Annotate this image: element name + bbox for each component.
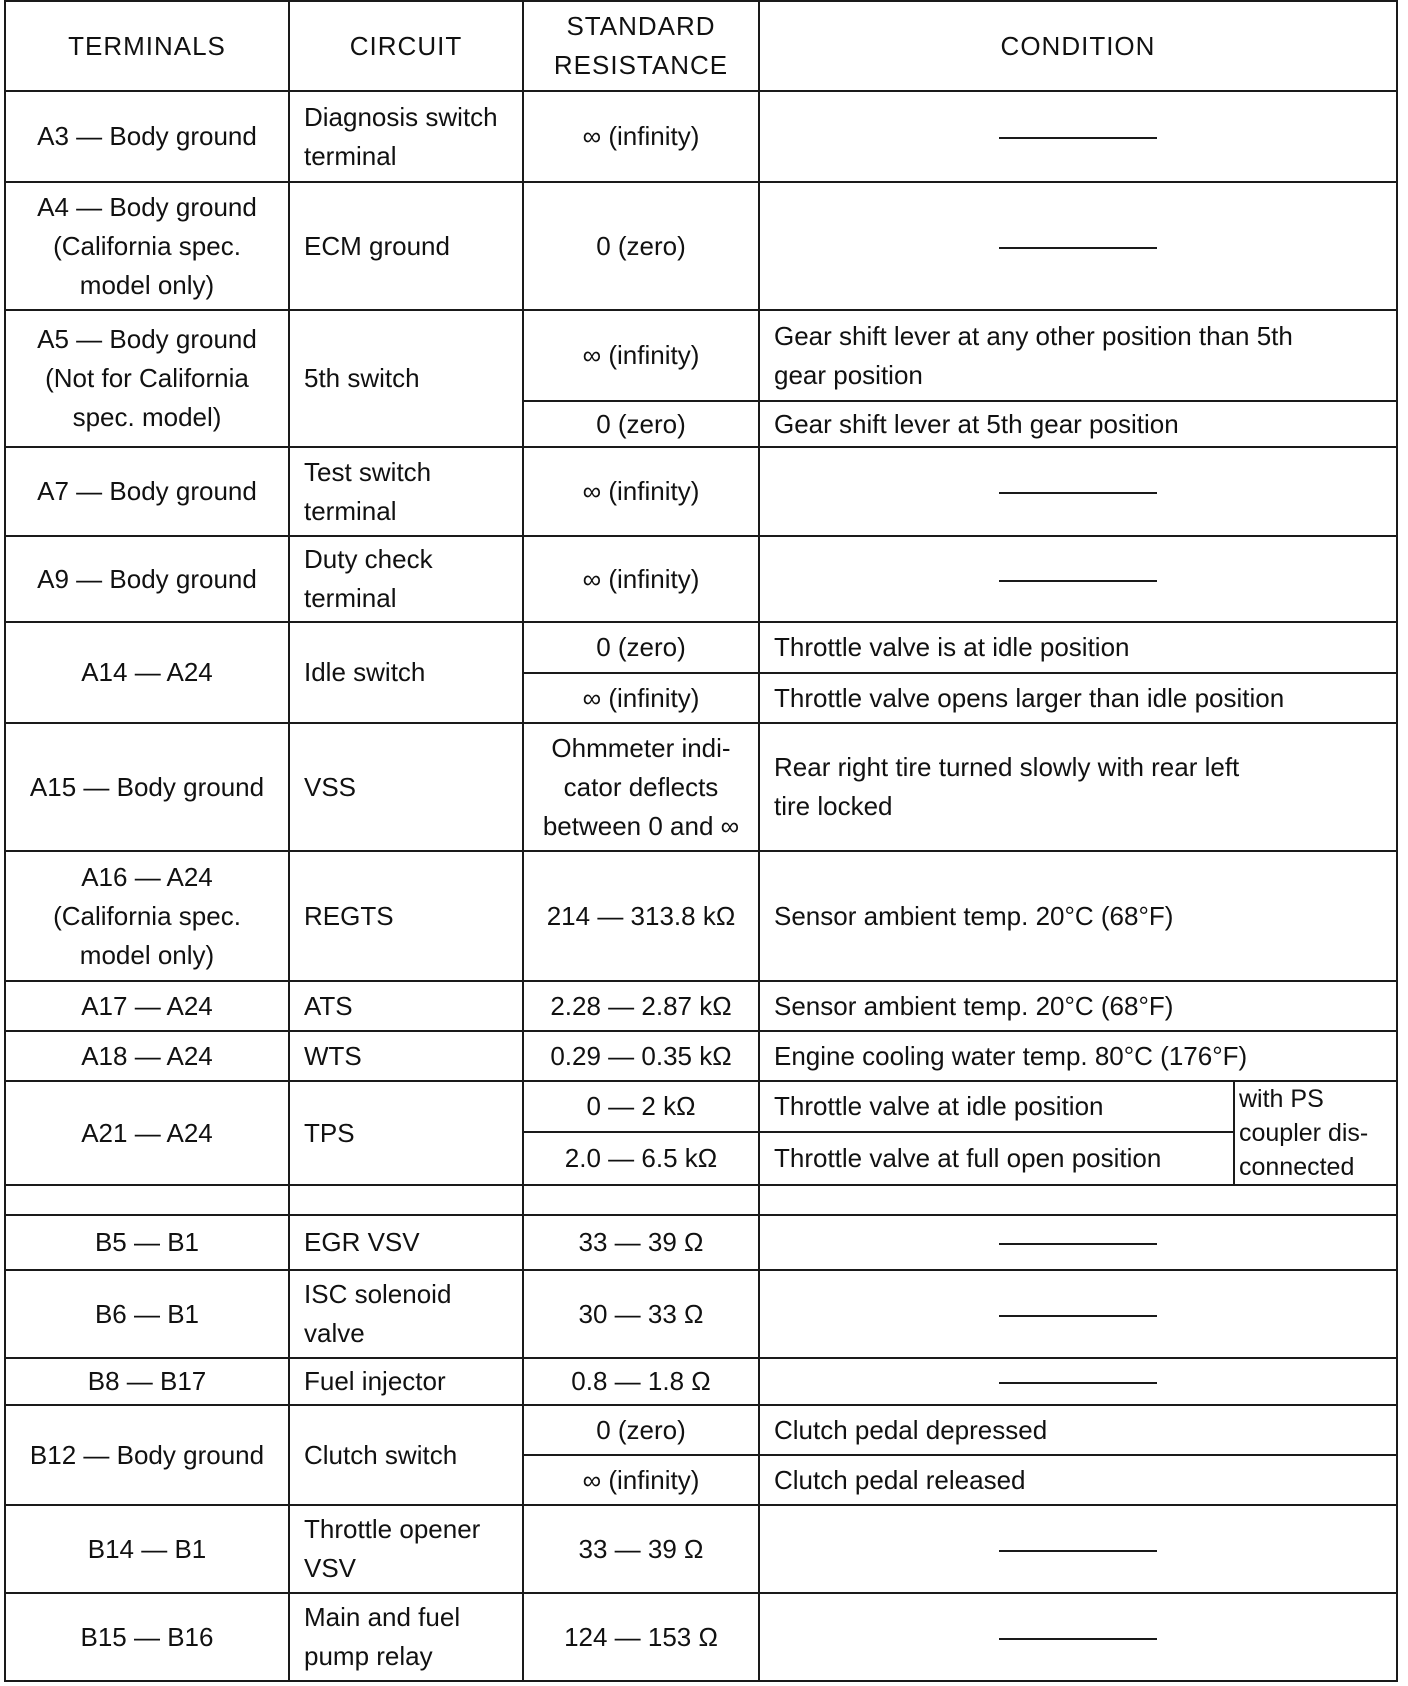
table-row — [5, 182, 1397, 310]
not-applicable-dash — [999, 1550, 1157, 1552]
not-applicable-dash — [999, 1638, 1157, 1640]
not-applicable-dash — [999, 247, 1157, 249]
terminals-cell: B15 — B16 — [5, 1593, 289, 1681]
resistance-cell: 0.8 — 1.8 Ω — [523, 1358, 759, 1405]
not-applicable-dash — [999, 492, 1157, 494]
resistance-cell: ∞ (infinity) — [523, 536, 759, 622]
condition-cell: Sensor ambient temp. 20°C (68°F) — [759, 981, 1397, 1031]
not-applicable-dash — [999, 580, 1157, 582]
resistance-cell: 33 — 39 Ω — [523, 1505, 759, 1593]
terminals-cell: A15 — Body ground — [5, 723, 289, 851]
circuit-cell: ATS — [289, 981, 523, 1031]
condition-cell: Throttle valve opens larger than idle position — [759, 673, 1397, 723]
condition-cell — [759, 91, 1397, 182]
not-applicable-dash — [999, 1382, 1157, 1384]
terminals-cell: B8 — B17 — [5, 1358, 289, 1405]
terminals-cell: A14 — A24 — [5, 622, 289, 723]
resistance-cell: 214 — 313.8 kΩ — [523, 851, 759, 981]
condition-cell — [759, 536, 1397, 622]
table-row — [5, 447, 1397, 536]
circuit-cell: Diagnosis switch terminal — [289, 91, 523, 182]
table-row — [5, 1358, 1397, 1405]
table-row — [5, 310, 1397, 401]
circuit-cell: Duty check terminal — [289, 536, 523, 622]
blank-cell — [289, 1185, 523, 1215]
condition-cell: Throttle valve at full open position — [759, 1132, 1234, 1185]
resistance-spec-table — [4, 0, 1398, 1682]
circuit-cell: EGR VSV — [289, 1215, 523, 1270]
not-applicable-dash — [999, 137, 1157, 139]
condition-cell: Gear shift lever at 5th gear position — [759, 401, 1397, 447]
circuit-cell: ISC solenoid valve — [289, 1270, 523, 1358]
condition-cell: Clutch pedal released — [759, 1455, 1397, 1505]
header-row — [5, 1, 1397, 91]
terminals-cell: A3 — Body ground — [5, 91, 289, 182]
header-standard-resistance: STANDARD RESISTANCE — [523, 1, 759, 91]
resistance-cell: 0 (zero) — [523, 401, 759, 447]
circuit-cell: ECM ground — [289, 182, 523, 310]
not-applicable-dash — [999, 1315, 1157, 1317]
table-row — [5, 1593, 1397, 1681]
circuit-cell: 5th switch — [289, 310, 523, 447]
terminals-cell: A9 — Body ground — [5, 536, 289, 622]
circuit-cell: Fuel injector — [289, 1358, 523, 1405]
resistance-cell: ∞ (infinity) — [523, 673, 759, 723]
circuit-cell: WTS — [289, 1031, 523, 1081]
header-terminals: TERMINALS — [5, 1, 289, 91]
circuit-cell: Throttle opener VSV — [289, 1505, 523, 1593]
resistance-cell: 0 — 2 kΩ — [523, 1081, 759, 1132]
table-row — [5, 1081, 1397, 1132]
resistance-cell: 0 (zero) — [523, 1405, 759, 1455]
table-row — [5, 536, 1397, 622]
condition-cell — [759, 1358, 1397, 1405]
resistance-cell: ∞ (infinity) — [523, 91, 759, 182]
terminals-cell: A16 — A24 (California spec. model only) — [5, 851, 289, 981]
table-row — [5, 91, 1397, 182]
resistance-cell: 0 (zero) — [523, 182, 759, 310]
condition-cell: Rear right tire turned slowly with rear left tire locked — [759, 723, 1397, 851]
circuit-cell: VSS — [289, 723, 523, 851]
circuit-cell: Idle switch — [289, 622, 523, 723]
condition-cell — [759, 1505, 1397, 1593]
table-row — [5, 1215, 1397, 1270]
table-row — [5, 851, 1397, 981]
condition-cell — [759, 1593, 1397, 1681]
resistance-cell: 30 — 33 Ω — [523, 1270, 759, 1358]
condition-cell: Throttle valve at idle position — [759, 1081, 1234, 1132]
terminals-cell: A17 — A24 — [5, 981, 289, 1031]
condition-cell: Clutch pedal depressed — [759, 1405, 1397, 1455]
resistance-cell: ∞ (infinity) — [523, 310, 759, 401]
circuit-cell: Test switch terminal — [289, 447, 523, 536]
table-row — [5, 981, 1397, 1031]
table-row — [5, 1031, 1397, 1081]
condition-note-cell: with PS coupler dis- connected — [1234, 1081, 1397, 1185]
not-applicable-dash — [999, 1243, 1157, 1245]
terminals-cell: B12 — Body ground — [5, 1405, 289, 1505]
terminals-cell: B6 — B1 — [5, 1270, 289, 1358]
terminals-cell: A5 — Body ground (Not for California spec. model) — [5, 310, 289, 447]
resistance-cell: ∞ (infinity) — [523, 1455, 759, 1505]
blank-cell — [5, 1185, 289, 1215]
circuit-cell: Main and fuel pump relay — [289, 1593, 523, 1681]
resistance-cell: 0.29 — 0.35 kΩ — [523, 1031, 759, 1081]
blank-row — [5, 1185, 1397, 1215]
blank-cell — [523, 1185, 759, 1215]
resistance-cell: Ohmmeter indi- cator deflects between 0 and ∞ — [523, 723, 759, 851]
terminals-cell: B14 — B1 — [5, 1505, 289, 1593]
condition-cell: Engine cooling water temp. 80°C (176°F) — [759, 1031, 1397, 1081]
resistance-cell: ∞ (infinity) — [523, 447, 759, 536]
terminals-cell: B5 — B1 — [5, 1215, 289, 1270]
table-row — [5, 723, 1397, 851]
condition-cell — [759, 182, 1397, 310]
condition-cell: Throttle valve is at idle position — [759, 622, 1397, 673]
table-row — [5, 622, 1397, 673]
terminals-cell: A4 — Body ground (California spec. model only) — [5, 182, 289, 310]
condition-cell — [759, 1270, 1397, 1358]
condition-cell: Sensor ambient temp. 20°C (68°F) — [759, 851, 1397, 981]
condition-cell — [759, 447, 1397, 536]
resistance-cell: 124 — 153 Ω — [523, 1593, 759, 1681]
resistance-cell: 2.0 — 6.5 kΩ — [523, 1132, 759, 1185]
condition-cell — [759, 1215, 1397, 1270]
condition-cell: Gear shift lever at any other position than 5th gear position — [759, 310, 1397, 401]
terminals-cell: A7 — Body ground — [5, 447, 289, 536]
terminals-cell: A21 — A24 — [5, 1081, 289, 1185]
table-row — [5, 1505, 1397, 1593]
header-circuit: CIRCUIT — [289, 1, 523, 91]
resistance-cell: 33 — 39 Ω — [523, 1215, 759, 1270]
resistance-cell: 0 (zero) — [523, 622, 759, 673]
table-row — [5, 1270, 1397, 1358]
circuit-cell: Clutch switch — [289, 1405, 523, 1505]
circuit-cell: TPS — [289, 1081, 523, 1185]
resistance-cell: 2.28 — 2.87 kΩ — [523, 981, 759, 1031]
terminals-cell: A18 — A24 — [5, 1031, 289, 1081]
header-condition: CONDITION — [759, 1, 1397, 91]
blank-cell — [759, 1185, 1397, 1215]
circuit-cell: REGTS — [289, 851, 523, 981]
table-row — [5, 1405, 1397, 1455]
